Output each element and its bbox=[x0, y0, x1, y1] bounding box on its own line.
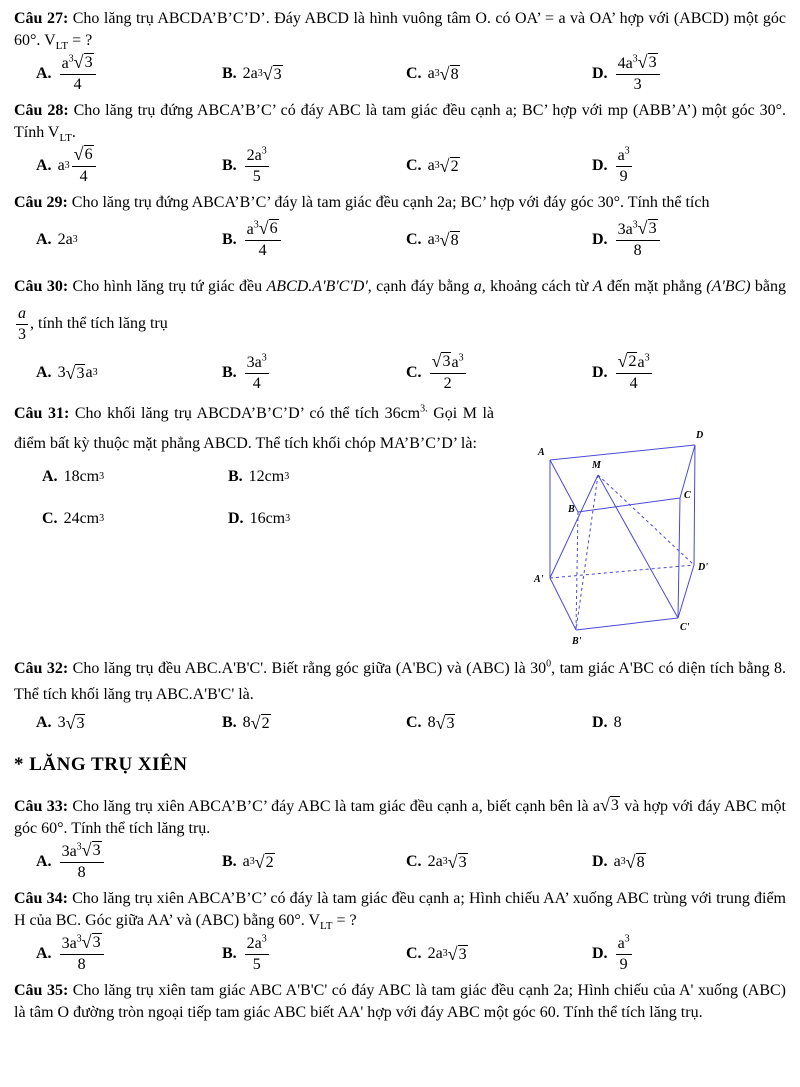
options-29: A. 2a 3 B. $a^3$ √ 6 4 C. a 3 √ 8 D. $3a^3$ √ 3 8 bbox=[14, 218, 786, 262]
document-page-lower bbox=[14, 656, 786, 1024]
label-M: M bbox=[592, 460, 601, 471]
options-34: A. $3a^3$ √ 3 8 B. $\frac{2a^3}{5}$ C. 2a 3 √ 3 D. $\frac{a^3}{9}$ bbox=[36, 932, 630, 973]
question-29: Câu 29: Cho lăng trụ đứng ABCA’B’C’ đáy là tam giác đều cạnh 2a; BC’ hợp với đáy góc 30°. Tính thể tích bbox=[14, 194, 710, 211]
label-A1: A' bbox=[534, 574, 544, 585]
options-31: A. 18cm 3 B. 12cm 3 C. 24cm 3 D. 16cm 3 bbox=[42, 468, 291, 527]
label-C: C bbox=[684, 490, 691, 501]
question-35: Câu 35: Cho lăng trụ xiên tam giác ABC A'B'C' có đáy ABC là tam giác đều cạnh 2a; Hình chiếu của A' xuống (ABC) là tâm O đường tròn ngoại tiếp tam giác ABC biết AA' hợp với đáy ABC một góc 60. Tính thể tích lăng trụ. bbox=[14, 982, 787, 1021]
question-30: Câu 30: Cho hình lăng trụ tứ giác đều ABCD.A'B'C'D', cạnh đáy bằng a, khoảng cách từ A đến mặt phẳng (A'BC) bằng $\frac{a}{3}$ , tính thể tích lăng trụ bbox=[14, 278, 787, 343]
question-27: Câu 27: Cho lăng trụ ABCDA’B’C’D’. Đáy ABCD là hình vuông tâm O. có OA’ = a và OA’ hợp với (ABCD) một góc 60°. $V_{LT}$ = ? bbox=[14, 10, 786, 53]
question-label: Câu 27: bbox=[14, 10, 69, 27]
question-33: Câu 33: Cho lăng trụ xiên ABCA’B’C’ đáy ABC là tam giác đều cạnh a, biết cạnh bên là a √ 3 và hợp với đáy ABC một góc 60°. Tính thể tích lăng trụ. bbox=[14, 795, 787, 837]
options-30: A. 3 √ 3 a 3 B. $\frac{3a^3}{4}$ C. √ 3 $a^3$ 2 D. √ 2 $a^3$ 4 bbox=[36, 351, 650, 392]
prism-figure bbox=[520, 420, 720, 650]
options-32: A. 3 √ 3 B. 8 √ 2 C. 8 √ 3 D. 8 bbox=[36, 713, 622, 733]
label-C1: C' bbox=[680, 622, 690, 633]
label-D1: D' bbox=[698, 562, 708, 573]
question-31: Câu 31: Cho khối lăng trụ ABCDA’B’C’D’ có thể tích $36cm^{3.}$ Gọi M là điểm bất kỳ thuộc mặt phẳng ABCD. Thể tích khối chóp MA’B’C’D’ là: A. 18cm 3 B. 12cm 3 C. 24cm 3 D. 16cm 3 bbox=[14, 399, 494, 539]
label-B: B bbox=[568, 504, 575, 515]
question-32: Câu 32: Cho lăng trụ đều ABC.A'B'C'. Biết rằng góc giữa (A'BC) và (ABC) là $30^0$, tam giác A'BC có diện tích bằng 8. Thể tích khối lăng trụ ABC.A'B'C' là. bbox=[14, 658, 787, 703]
question-34: Câu 34: Cho lăng trụ xiên ABCA’B’C’ có đáy là tam giác đều cạnh a; Hình chiếu AA’ xuống ABC trùng với trung điểm H của BC. Góc giữa AA’ và (ABC) bằng 60°. $V_{LT}$ = ? bbox=[14, 890, 787, 933]
section-heading: * LĂNG TRỤ XIÊN bbox=[14, 754, 188, 775]
label-B1: B' bbox=[572, 636, 582, 647]
options-33: A. $3a^3$ √ 3 8 B. a 3 √ 2 C. 2a 3 √ 3 D. a 3 √ 8 bbox=[36, 840, 645, 881]
options-27: A. $a^3$ √ 3 4 B. 2a 3 √ 3 C. a 3 √ 8 D. $4a^3$ √ 3 3 bbox=[14, 52, 786, 96]
question-28: Câu 28: Cho lăng trụ đứng ABCA’B’C’ có đáy ABC là tam giác đều cạnh a; BC’ hợp với mp (ABB’A’) một góc 30°. Tính $V_{LT}$. bbox=[14, 102, 786, 145]
options-28: A. a 3 √ 6 4 B. $\frac{2a^3}{5}$ C. a 3 √ 2 D. $\frac{a^3}{9}$ bbox=[36, 144, 630, 185]
label-D: D bbox=[696, 430, 704, 441]
label-A: A bbox=[538, 447, 545, 458]
